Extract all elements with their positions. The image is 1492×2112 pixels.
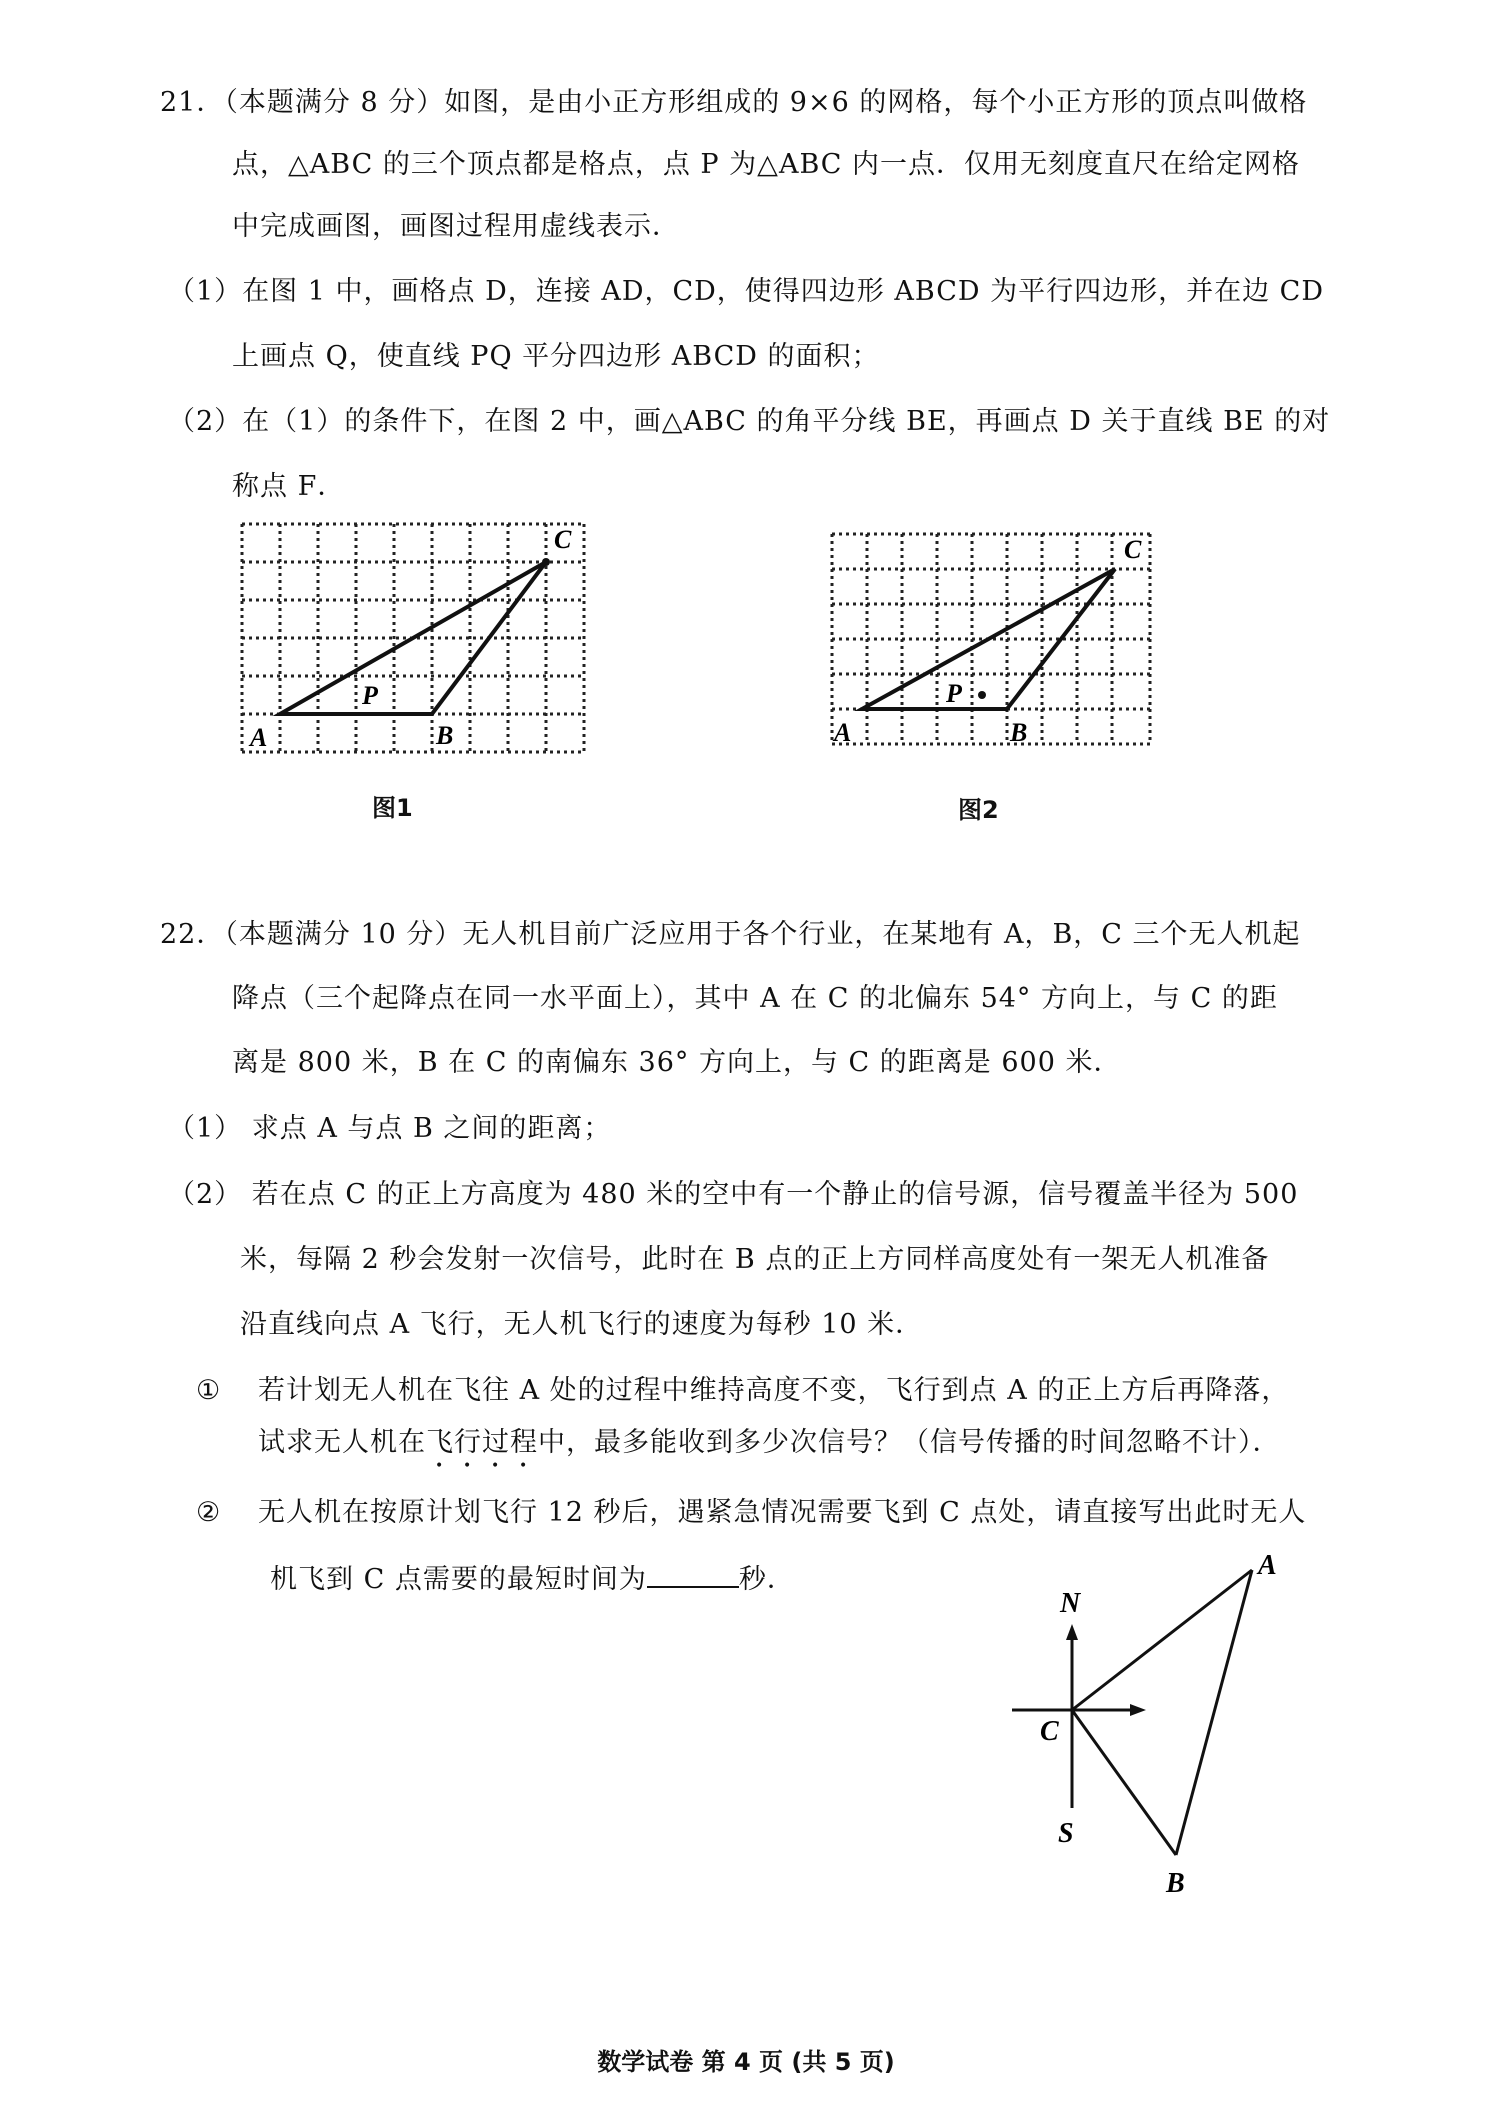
east-arrow bbox=[1130, 1704, 1146, 1716]
point-p-dot bbox=[978, 691, 986, 699]
label-s: S bbox=[1058, 1818, 1074, 1849]
q22-line-1: 22．（本题满分 10 分）无人机目前广泛应用于各个行业，在某地有 A，B，C 三个无人机起 bbox=[160, 919, 1301, 950]
q21-part1-line-1: （1）在图 1 中，画格点 D，连接 AD，CD，使得四边形 ABCD 为平行四边形，并在边 CD bbox=[168, 276, 1324, 307]
q22-line-2: 降点（三个起降点在同一水平面上），其中 A 在 C 的北偏东 54° 方向上，与 C 的距 bbox=[232, 983, 1278, 1014]
q22-part2-line-3: 沿直线向点 A 飞行，无人机飞行的速度为每秒 10 米． bbox=[240, 1309, 924, 1340]
label-a-2: A bbox=[834, 718, 852, 747]
label-b-2: B bbox=[1010, 718, 1028, 747]
label-p: P bbox=[362, 681, 378, 710]
q21-line-1: 21．（本题满分 8 分）如图，是由小正方形组成的 9×6 的网格，每个小正方形的顶点叫做格 bbox=[160, 87, 1308, 118]
q22-sub1-marker: ① bbox=[196, 1375, 222, 1406]
q21-line-2: 点，△ABC 的三个顶点都是格点，点 P 为△ABC 内一点．仅用无刻度直尺在给定网格 bbox=[232, 149, 1301, 180]
segment-cb bbox=[1072, 1710, 1176, 1855]
q22-sub2-line-1: 无人机在按原计划飞行 12 秒后，遇紧急情况需要飞到 C 点处，请直接写出此时无人 bbox=[258, 1497, 1307, 1528]
q21-part1-line-2: 上画点 Q，使直线 PQ 平分四边形 ABCD 的面积； bbox=[232, 341, 880, 372]
label-n: N bbox=[1060, 1588, 1081, 1619]
q21-line-3: 中完成画图，画图过程用虚线表示． bbox=[232, 211, 680, 242]
figure-1-caption: 图1 bbox=[372, 794, 413, 822]
figure-1-grid bbox=[236, 518, 596, 754]
answer-blank[interactable] bbox=[647, 1562, 739, 1588]
figure-2-grid bbox=[826, 528, 1186, 764]
q22-part2-line-1: （2） 若在点 C 的正上方高度为 480 米的空中有一个静止的信号源，信号覆盖半径为 500 bbox=[168, 1179, 1299, 1210]
label-c-compass: C bbox=[1040, 1716, 1059, 1747]
compass-diagram bbox=[990, 1540, 1310, 1920]
segment-ca bbox=[1072, 1570, 1252, 1710]
q22-sub1-line-2 bbox=[258, 1426, 1281, 1474]
q22-sub2-marker: ② bbox=[196, 1497, 222, 1528]
north-arrow bbox=[1066, 1624, 1078, 1640]
label-c-2: C bbox=[1124, 535, 1142, 564]
q22-sub1-line-1: 若计划无人机在飞往 A 处的过程中维持高度不变，飞行到点 A 的正上方后再降落， bbox=[258, 1375, 1290, 1406]
q22-sub2-line-2 bbox=[270, 1562, 795, 1597]
label-p-2: P bbox=[946, 679, 962, 708]
q21-part2-line-1: （2）在（1）的条件下，在图 2 中，画△ABC 的角平分线 BE，再画点 D 关于直线 BE 的对 bbox=[168, 406, 1331, 437]
q22-sub1-line-2-a: 试求无人机在 bbox=[258, 1427, 426, 1458]
figure-2-caption: 图2 bbox=[958, 796, 999, 824]
q22-sub2-line-2-b: 秒． bbox=[738, 1564, 795, 1595]
segment-ab bbox=[1176, 1570, 1252, 1855]
q22-sub2-line-2-a: 机飞到 C 点需要的最短时间为 bbox=[270, 1564, 647, 1595]
label-b: B bbox=[436, 721, 454, 750]
q22-sub1-line-2-c: 中，最多能收到多少次信号？（信号传播的时间忽略不计）． bbox=[538, 1427, 1281, 1458]
q22-part2-line-2: 米，每隔 2 秒会发射一次信号，此时在 B 点的正上方同样高度处有一架无人机准备 bbox=[240, 1244, 1270, 1275]
q22-part1: （1） 求点 A 与点 B 之间的距离； bbox=[168, 1113, 612, 1144]
q21-part2-line-2: 称点 F． bbox=[232, 471, 346, 502]
point-c-dot bbox=[542, 558, 550, 566]
label-a-compass: A bbox=[1258, 1550, 1277, 1581]
q22-sub1-line-2-b: 飞行过程 bbox=[426, 1427, 538, 1458]
label-b-compass: B bbox=[1166, 1868, 1185, 1899]
page-footer: 数学试卷 第 4 页 (共 5 页) bbox=[597, 2048, 895, 2076]
q22-line-3: 离是 800 米，B 在 C 的南偏东 36° 方向上，与 C 的距离是 600 米． bbox=[232, 1047, 1122, 1078]
label-a: A bbox=[250, 723, 268, 752]
label-c: C bbox=[554, 525, 572, 554]
